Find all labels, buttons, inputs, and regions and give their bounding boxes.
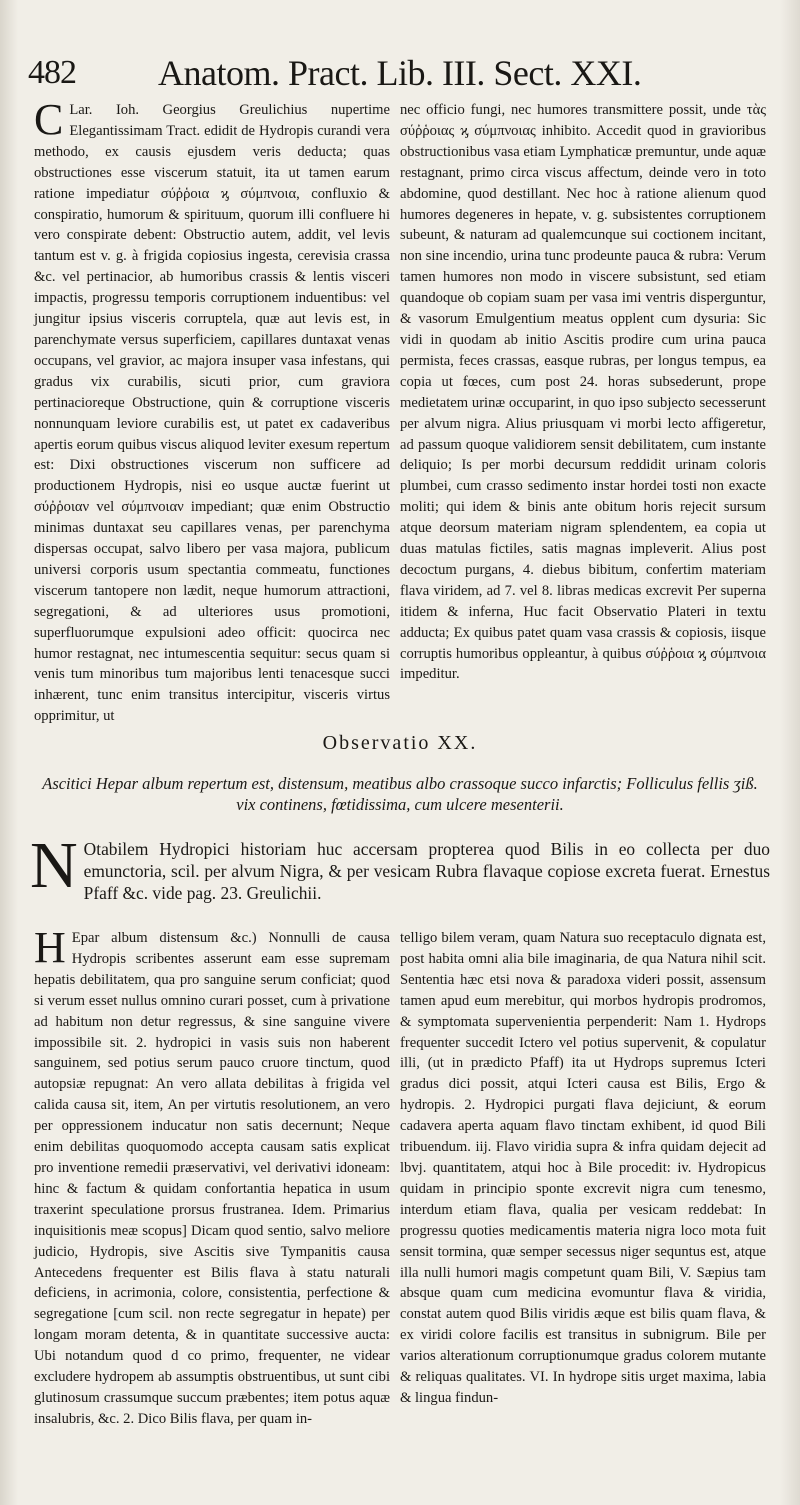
- drop-cap: C: [34, 95, 64, 144]
- top-left-column: [34, 95, 390, 727]
- paragraph-text: nec officio fungi, nec humores transmittere possit, unde τὰς σύῤῥοιας ϗ σύμπνοιας inhibito. Accedit quod in gravioribus obstructionibus vasa etiam Lymphaticæ premuntur, unde aquæ restagnant, primo circa viscus affectum, deinde vero in toto abdomine, quod destillant. Nec hoc à ratione alienum quod humores degeneres in hepate, v. g. subsistentes corruptionem subeunt, & naturam ad qualemcunque sui coctionem incitant, non sine incendio, urina tunc prodeunte pauca & rubra: Verum tamen humores non modo in viscere subsistunt, sed etiam quandoque ob copiam suam per vasa imi ventris disperguntur, & vasorum Emulgentium meatus opplent cum dysuria: Sic vidi in quodam ab initio Ascitis prodire cum urina pauca permista, feces crassas, easque rubras, per longus tempus, ea copia ut fœces, cum post 24. horas subsederunt, prope medietatem urinæ occuparint, in quo ipso subjecto secesserunt per alvum nigra. Alius priusquam vi morbi lecto affigeretur, ad passum quoque validiorem sensit debilitatem, cum instante deliquio; Is per morbi decursum reddidit urinam coloris plumbei, cum crasso sedimento instar hordei tosti non exacte moliti; qui idem & binis ante obitum horis rejecit sursum atque deorsum materiam nigram splendentem, ea copia ut duas matulas fictiles, satis magnas impleverit. Alius post decoctum purgans, 4. diebus bibitum, confertim materiam flava viridem, ad 7. vel 8. libras medicas excrevit Per superna itidem & inferna, Huc facit Observatio Plateri in textu adducta; Ex quibus patet quam vasa crassis & copiosis, iisque corruptis humoribus oppleantur, à quibus σύῤῥοια ϗ σύμπνοια impeditur.: [400, 102, 766, 683]
- observation-heading: Observatio XX.: [322, 732, 478, 754]
- bottom-right-column: [400, 928, 766, 1409]
- running-title: Anatom. Pract. Lib. III. Sect. XXI.: [158, 53, 642, 93]
- observation-subtitle: Ascitici Hepar album repertum est, distensum, meatibus albo crassoque succo infarctis; Folliculus fellis ʒiß. vix continens, fœtidissima, cum ulcere mesenterii.: [42, 774, 758, 814]
- top-right-column: [400, 100, 766, 685]
- drop-cap: H: [34, 923, 66, 972]
- paragraph: [34, 923, 390, 1430]
- intro-text: Otabilem Hydropici historiam huc accersam propterea quod Bilis in eo collecta per duo emunctoria, scil. per alvum Nigra, & per vesicam Rubra flavaque copiose excreta fuerat. Ernestus Pfaff &c. vide pag. 23. Greulichii.: [83, 839, 770, 903]
- page-number: 482: [28, 54, 76, 91]
- drop-cap: N: [30, 829, 78, 902]
- paragraph-text: telligo bilem veram, quam Natura suo receptaculo dignata est, post habita omni alia bile imaginaria, de qua Natura nihil scit. Sententia hæc etsi nova & paradoxa videri possit, assensum tamen apud eum merebitur, qui morbos hydropis prodromos, & symptomata supervenientia perpenderit: Nam 1. Hydrops frequenter succedit Ictero vel potius supervenit, & copulatur illi, (ut in prædicto Pfaff) ita ut Hydrops supremus Icteri gradus dici possit, atqui Icteri causa est Bilis, Ergo & hydropis. 2. Hydropici purgati flava dejiciunt, & eorum cadavera aperta aquam flavo tinctam exhibent, id quod Bili tribuendum. iij. Flavo viridia supra & infra quidam dejecit ad lbvj. quantitatem, atqui hoc à Bile procedit: iv. Hydropicus quidam in principio sponte excrevit nigra cum tenesmo, interdum etiam flava, qualia per vesicam reddebat: In progressu quoties medicamentis materia nigra loco mota fuit sensit tormina, quæ semper secessus niger sequntus est, atque illa nulli humori magis competunt quam Bili, V. Sæpius tam absque quam cum medicina evomuntur flava & viridia, constat autem quod Bilis viridis æque est bilis quam flava, & ex viridi colore facilis est transitus in subnigrum. Bile per varios alterationum corruptionumque gradus colorem mutante & reliquas qualitates. VI. In hydrope sitis urget maxima, labia & lingua findun-: [400, 930, 766, 1406]
- paragraph: [34, 95, 390, 727]
- page-header: [28, 52, 770, 98]
- observation-intro: [30, 829, 770, 904]
- bottom-left-column: [34, 923, 390, 1430]
- paragraph-text: Lar. Ioh. Georgius Greulichius nupertime Elegantissimam Tract. edidit de Hydropis curandi vera methodo, ex causis ejusdem veris deducta; quas obstructiones esse viscerum statuit, ita ut tamen earum ratione impediatur σύῤῥοια ϗ σύμπνοια, confluxio & conspiratio, humorum & spirituum, quorum illi confluere hi vero conspirate debent: Obstructio autem, addit, vel levis tantum est v. g. à frigida copiosius ingesta, cerevisia crassa &c. vel pertinacior, ab humoribus crassis & lentis visceri impactis, progressu temporis corruptionem induentibus: vel jungitur ipsius visceris corruptela, quæ aut levis est, in parenchymate versus superficiem, capillares duntaxat venas occupans, vel gravior, ac majora insuper vasa infestans, qui gradus vix curabilis, sicuti prior, cum graviora pertinacioreque Obstructione, quin & corruptione visceris nonnunquam leviore curabilis est, ut patet ex cadaveribus apertis eorum quibus viscus aliquod leviter exesum repertum est: Dixi obstructiones viscerum non sufficere ad productionem Hydropis, nisi eo usque auctæ fuerint ut σύῤῥοιαν vel σύμπνοιαν impediant; quæ enim Obstructio minimas duntaxat seu capillares venas, per parenchyma dispersas occupat, salvo libero per vasa majora, publicum universi corporis usum spectantia commeatu, functiones viscerum tantopere non lædit, neque humorum attractioni, segregationi, & ad ulteriores usus promotioni, superfluorumque expulsioni adeo officit: quocirca nec humor restagnat, nec intumescentia sequitur: secus quam si venis tum minoribus tum majoribus lenti tenacesque succi inhærent, tunc enim transitus intercipitur, visceris virtus opprimitur, ut: [34, 102, 390, 725]
- paragraph-text: Epar album distensum &c.) Nonnulli de causa Hydropis scribentes asserunt eam esse supremam hepatis debilitatem, qua pro sanguine serum conficiat; quod si verum esset nullus omnino curari posset, cum à privatione ad habitum non detur regressus, & sine sanguine vivere impossibile sit. 2. hydropici in vasis suis non haberent sanguinem, sed potius serum pauco cruore tinctum, quod autopsiæ repugnat: An vero allata debilitas à frigida vel calida causa sit, item, An per virtutis resolutionem, an vero per oppressionem inducatur non satis decernunt; Neque enim debilitas quoquomodo accepta causam satis explicat pro inventione remedii præservativi, vel derivativi idoneam: hinc & factum & quidam confortantia hepatica in usum traxerint speculatione prorsus frustranea. Idem. Primarius inquisitionis meæ scopus] Dicam quod sentio, salvo meliore judicio, Hydropis, sive Ascitis sive Tympanitis causa Antecedens frequenter est Bilis flava à statu naturali deficiens, in acrimonia, colore, consistentia, perfectione & segregatione [cum scil. non recte segregatur in hepate) per longam moram detenta, & in quantitate successive aucta: Ubi notandum quod d co primo, frequenter, ne videar excludere hydropem ab assumptis obstruentibus, ut sunt cibi glutinosum crassumque succum præbentes; item potus aquæ insalubris, &c. 2. Dico Bilis flava, per quam in-: [34, 930, 390, 1427]
